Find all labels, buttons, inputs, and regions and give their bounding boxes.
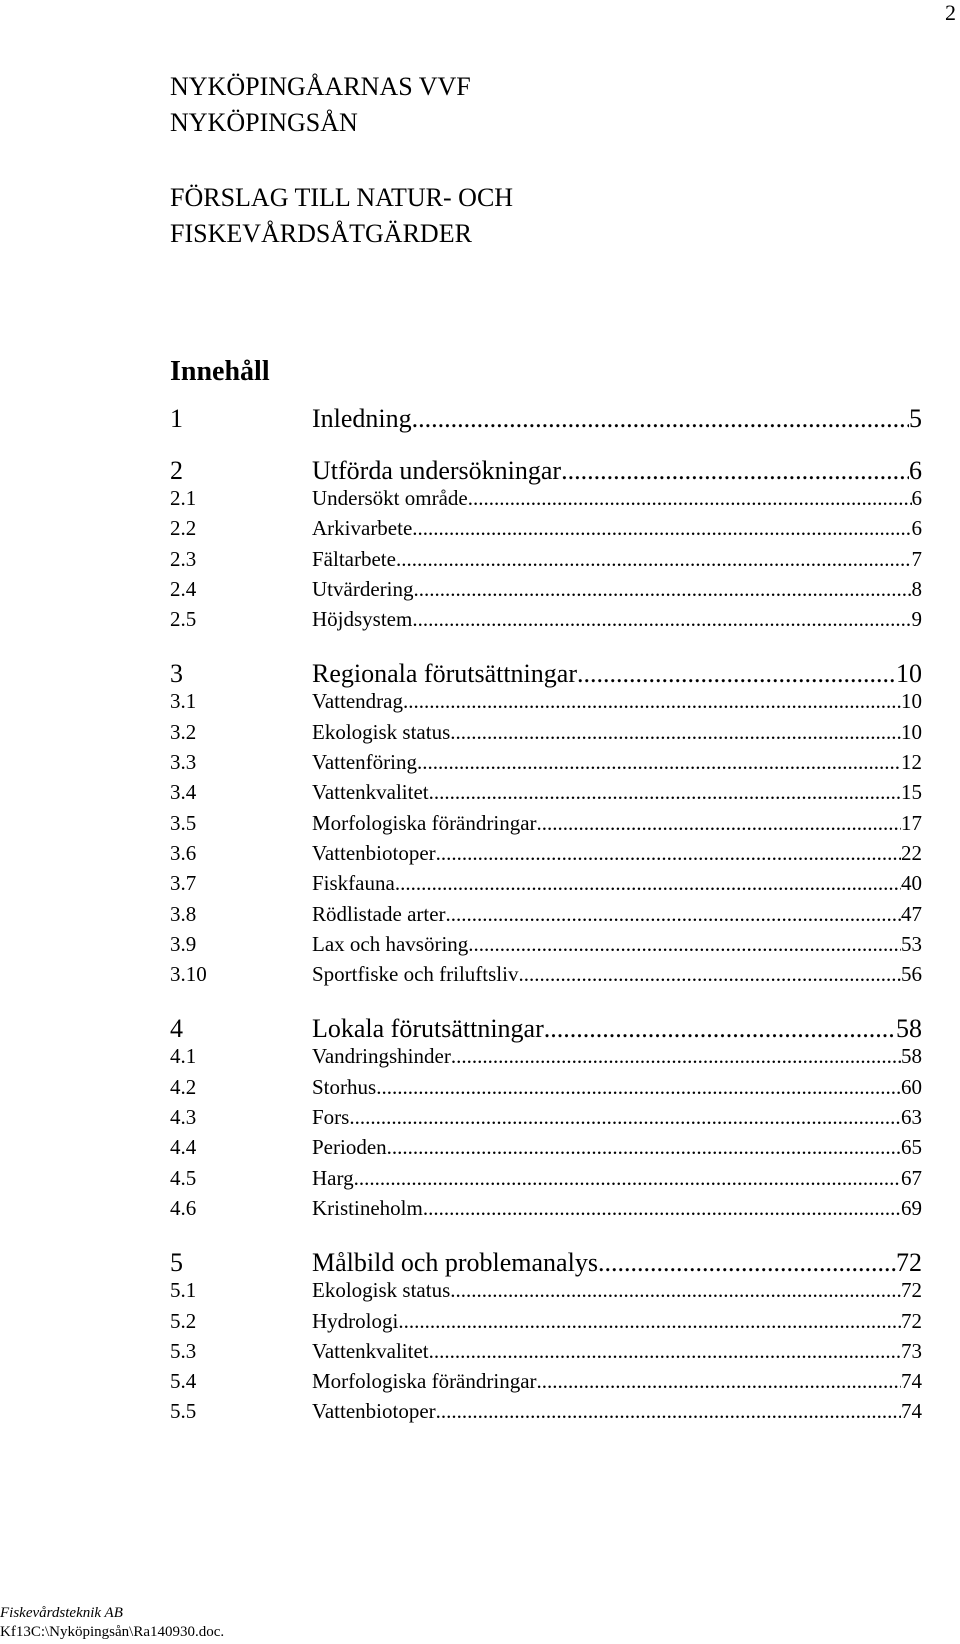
toc-entry-page: 10 <box>901 689 922 714</box>
toc-entry-number: 4 <box>170 1014 183 1044</box>
toc-entry-page: 60 <box>901 1074 922 1099</box>
toc-entry-label: Vattendrag <box>312 689 403 714</box>
toc-entry-label: Vattenkvalitet <box>312 780 429 805</box>
toc-entry-page: 5 <box>909 404 922 433</box>
toc-entry-label: Ekologisk status <box>312 1278 451 1303</box>
toc-entry-label: Morfologiska förändringar <box>312 810 537 835</box>
toc-section-entry[interactable] <box>170 516 922 546</box>
toc-entry-number: 2.5 <box>170 607 197 632</box>
toc-entry-page: 72 <box>896 1248 922 1278</box>
toc-entry-label: Kristineholm <box>312 1195 423 1220</box>
toc-entry-label: Lax och havsöring <box>312 931 469 956</box>
toc-entry-number: 3.2 <box>170 719 197 744</box>
toc-entry-label: Höjdsystem <box>312 607 413 632</box>
toc-section-entry[interactable] <box>170 1075 922 1105</box>
toc-section-entry[interactable] <box>170 962 922 992</box>
toc-entry-page: 6 <box>911 486 922 510</box>
toc-section-entry[interactable] <box>170 1278 922 1308</box>
toc-entry-number: 2 <box>170 456 183 485</box>
toc-section-entry[interactable] <box>170 750 922 780</box>
toc-entry-label: Utförda undersökningar <box>312 456 562 485</box>
toc-entry-label: Morfologiska förändringar <box>312 1369 537 1394</box>
toc-section-entry[interactable] <box>170 486 922 516</box>
toc-section-entry[interactable] <box>170 1135 922 1165</box>
toc-entry-page: 73 <box>901 1338 922 1363</box>
toc-entry-page: 53 <box>901 931 922 956</box>
toc-entry-page: 58 <box>901 1044 922 1069</box>
toc-dot-leader <box>577 659 896 689</box>
toc-chapter-entry[interactable] <box>170 659 922 689</box>
toc-entry-label: Fiskfauna <box>312 871 395 896</box>
footer-company: Fiskevårdsteknik AB <box>0 1605 123 1621</box>
title-line: NYKÖPINGÅARNAS VVF <box>170 72 471 101</box>
toc-entry-number: 4.5 <box>170 1165 197 1190</box>
toc-entry-number: 1 <box>170 404 183 433</box>
toc-entry-page: 10 <box>896 659 922 689</box>
toc-entry-label: Målbild och problemanalys <box>312 1248 598 1278</box>
toc-chapter-entry[interactable] <box>170 1014 922 1044</box>
toc-entry-number: 3.9 <box>170 931 197 956</box>
toc-entry-page: 12 <box>901 750 922 775</box>
toc-dot-leader <box>537 1369 901 1394</box>
toc-section-entry[interactable] <box>170 1166 922 1196</box>
toc-dot-leader <box>468 932 901 957</box>
toc-section-entry[interactable] <box>170 871 922 901</box>
toc-entry-label: Vattenbiotoper <box>312 1399 436 1424</box>
toc-entry-number: 3.6 <box>170 840 197 865</box>
document-title <box>170 69 471 141</box>
toc-entry-label: Vattenkvalitet <box>312 1338 429 1363</box>
toc-heading: Innehåll <box>170 356 270 387</box>
toc-entry-page: 7 <box>911 546 922 571</box>
toc-dot-leader <box>537 811 901 836</box>
toc-entry-number: 5.3 <box>170 1338 197 1363</box>
toc-entry-label: Storhus <box>312 1074 377 1099</box>
toc-entry-page: 74 <box>901 1399 922 1424</box>
toc-dot-leader <box>396 547 912 572</box>
toc-dot-leader <box>423 1196 901 1221</box>
toc-entry-label: Vattenföring <box>312 750 417 775</box>
toc-dot-leader <box>413 577 911 602</box>
toc-entry-number: 5.4 <box>170 1369 197 1394</box>
toc-section-entry[interactable] <box>170 689 922 719</box>
toc-entry-number: 5.5 <box>170 1399 197 1424</box>
toc-dot-leader <box>417 750 901 775</box>
title-line: NYKÖPINGSÅN <box>170 108 358 137</box>
document-subtitle <box>170 180 513 252</box>
toc-entry-label: Ekologisk status <box>312 719 451 744</box>
toc-section-entry[interactable] <box>170 1044 922 1074</box>
toc-entry-page: 72 <box>901 1308 922 1333</box>
toc-entry-label: Perioden <box>312 1135 387 1160</box>
toc-entry-page: 40 <box>901 871 922 896</box>
toc-entry-number: 3.4 <box>170 780 197 805</box>
toc-entry-number: 4.1 <box>170 1044 197 1069</box>
toc-dot-leader <box>387 1135 901 1160</box>
toc-entry-page: 58 <box>896 1014 922 1044</box>
toc-entry-page: 10 <box>901 719 922 744</box>
toc-entry-page: 72 <box>901 1278 922 1303</box>
toc-dot-leader <box>412 516 911 541</box>
toc-section-entry[interactable] <box>170 902 922 932</box>
toc-chapter-entry[interactable] <box>170 456 922 486</box>
toc-entry-page: 15 <box>901 780 922 805</box>
toc-section-entry[interactable] <box>170 932 922 962</box>
toc-dot-leader <box>429 780 901 805</box>
footer-file-path: Kf13C:\Nyköpingsån\Ra140930.doc. <box>0 1624 225 1640</box>
toc-dot-leader <box>429 1339 901 1364</box>
toc-entry-page: 6 <box>909 456 922 485</box>
toc-entry-page: 8 <box>911 576 922 601</box>
toc-dot-leader <box>518 962 901 987</box>
toc-entry-page: 17 <box>901 810 922 835</box>
toc-dot-leader <box>412 607 911 632</box>
subtitle-line: FÖRSLAG TILL NATUR- OCH <box>170 183 514 212</box>
toc-section-entry[interactable] <box>170 1339 922 1369</box>
toc-entry-number: 2.4 <box>170 576 197 601</box>
toc-dot-leader <box>403 689 901 714</box>
toc-entry-number: 4.4 <box>170 1135 197 1160</box>
toc-entry-label: Vandringshinder <box>312 1044 451 1069</box>
toc-entry-label: Regionala förutsättningar <box>312 659 577 689</box>
toc-entry-number: 4.2 <box>170 1074 197 1099</box>
toc-section-entry[interactable] <box>170 811 922 841</box>
toc-entry-label: Undersökt område <box>312 486 468 510</box>
toc-entry-number: 3.10 <box>170 962 207 987</box>
toc-entry-number: 3.7 <box>170 871 197 896</box>
toc-dot-leader <box>436 1399 901 1424</box>
toc-dot-leader <box>436 841 901 866</box>
toc-entry-number: 2.3 <box>170 546 197 571</box>
toc-entry-number: 2.1 <box>170 486 197 510</box>
page-number: 2 <box>945 0 956 25</box>
toc-entry-label: Arkivarbete <box>312 516 413 541</box>
toc-entry-page: 63 <box>901 1105 922 1130</box>
toc-entry-page: 22 <box>901 840 922 865</box>
toc-section-entry[interactable] <box>170 1196 922 1226</box>
toc-entry-number: 3.1 <box>170 689 197 714</box>
toc-entry-page: 69 <box>901 1195 922 1220</box>
toc-entry-label: Rödlistade arter <box>312 901 446 926</box>
toc-entry-label: Fältarbete <box>312 546 396 571</box>
toc-dot-leader <box>354 1166 901 1191</box>
toc-entry-number: 5.2 <box>170 1308 197 1333</box>
toc-entry-number: 3.8 <box>170 901 197 926</box>
toc-entry-page: 74 <box>901 1369 922 1394</box>
toc-dot-leader <box>398 1309 901 1334</box>
toc-dot-leader <box>376 1075 901 1100</box>
toc-entry-label: Inledning <box>312 404 412 433</box>
toc-section-entry[interactable] <box>170 1399 922 1429</box>
toc-dot-leader <box>395 871 901 896</box>
toc-dot-leader <box>450 720 901 745</box>
toc-entry-number: 3 <box>170 659 183 689</box>
toc-entry-number: 4.3 <box>170 1105 197 1130</box>
toc-dot-leader <box>412 404 909 434</box>
toc-entry-label: Vattenbiotoper <box>312 840 436 865</box>
table-of-contents <box>170 404 922 1430</box>
toc-chapter-entry[interactable] <box>170 1248 922 1278</box>
toc-section-entry[interactable] <box>170 780 922 810</box>
toc-dot-leader <box>451 1044 901 1069</box>
toc-dot-leader <box>450 1278 901 1303</box>
toc-entry-page: 56 <box>901 962 922 987</box>
toc-section-entry[interactable] <box>170 607 922 637</box>
toc-entry-page: 6 <box>911 516 922 541</box>
toc-section-entry[interactable] <box>170 547 922 577</box>
toc-entry-page: 65 <box>901 1135 922 1160</box>
toc-section-entry[interactable] <box>170 841 922 871</box>
toc-entry-number: 3.3 <box>170 750 197 775</box>
toc-entry-label: Fors <box>312 1105 350 1130</box>
toc-entry-label: Utvärdering <box>312 576 414 601</box>
toc-section-entry[interactable] <box>170 577 922 607</box>
toc-entry-number: 5.1 <box>170 1278 197 1303</box>
toc-entry-number: 5 <box>170 1248 183 1278</box>
toc-entry-label: Hydrologi <box>312 1308 399 1333</box>
toc-section-entry[interactable] <box>170 1309 922 1339</box>
toc-entry-number: 3.5 <box>170 810 197 835</box>
toc-dot-leader <box>561 456 909 486</box>
toc-entry-label: Harg <box>312 1165 354 1190</box>
toc-section-entry[interactable] <box>170 720 922 750</box>
toc-entry-label: Sportfiske och friluftsliv <box>312 962 519 987</box>
toc-chapter-entry[interactable] <box>170 404 922 434</box>
toc-dot-leader <box>598 1248 896 1278</box>
toc-entry-label: Lokala förutsättningar <box>312 1014 544 1044</box>
toc-dot-leader <box>468 486 912 511</box>
toc-section-entry[interactable] <box>170 1369 922 1399</box>
subtitle-line: FISKEVÅRDSÅTGÄRDER <box>170 219 472 248</box>
toc-entry-page: 47 <box>901 901 922 926</box>
toc-entry-page: 67 <box>901 1165 922 1190</box>
toc-entry-number: 4.6 <box>170 1195 197 1220</box>
toc-dot-leader <box>544 1014 896 1044</box>
toc-dot-leader <box>446 902 901 927</box>
toc-section-entry[interactable] <box>170 1105 922 1135</box>
toc-entry-page: 9 <box>911 607 922 632</box>
toc-entry-number: 2.2 <box>170 516 197 541</box>
toc-dot-leader <box>349 1105 901 1130</box>
